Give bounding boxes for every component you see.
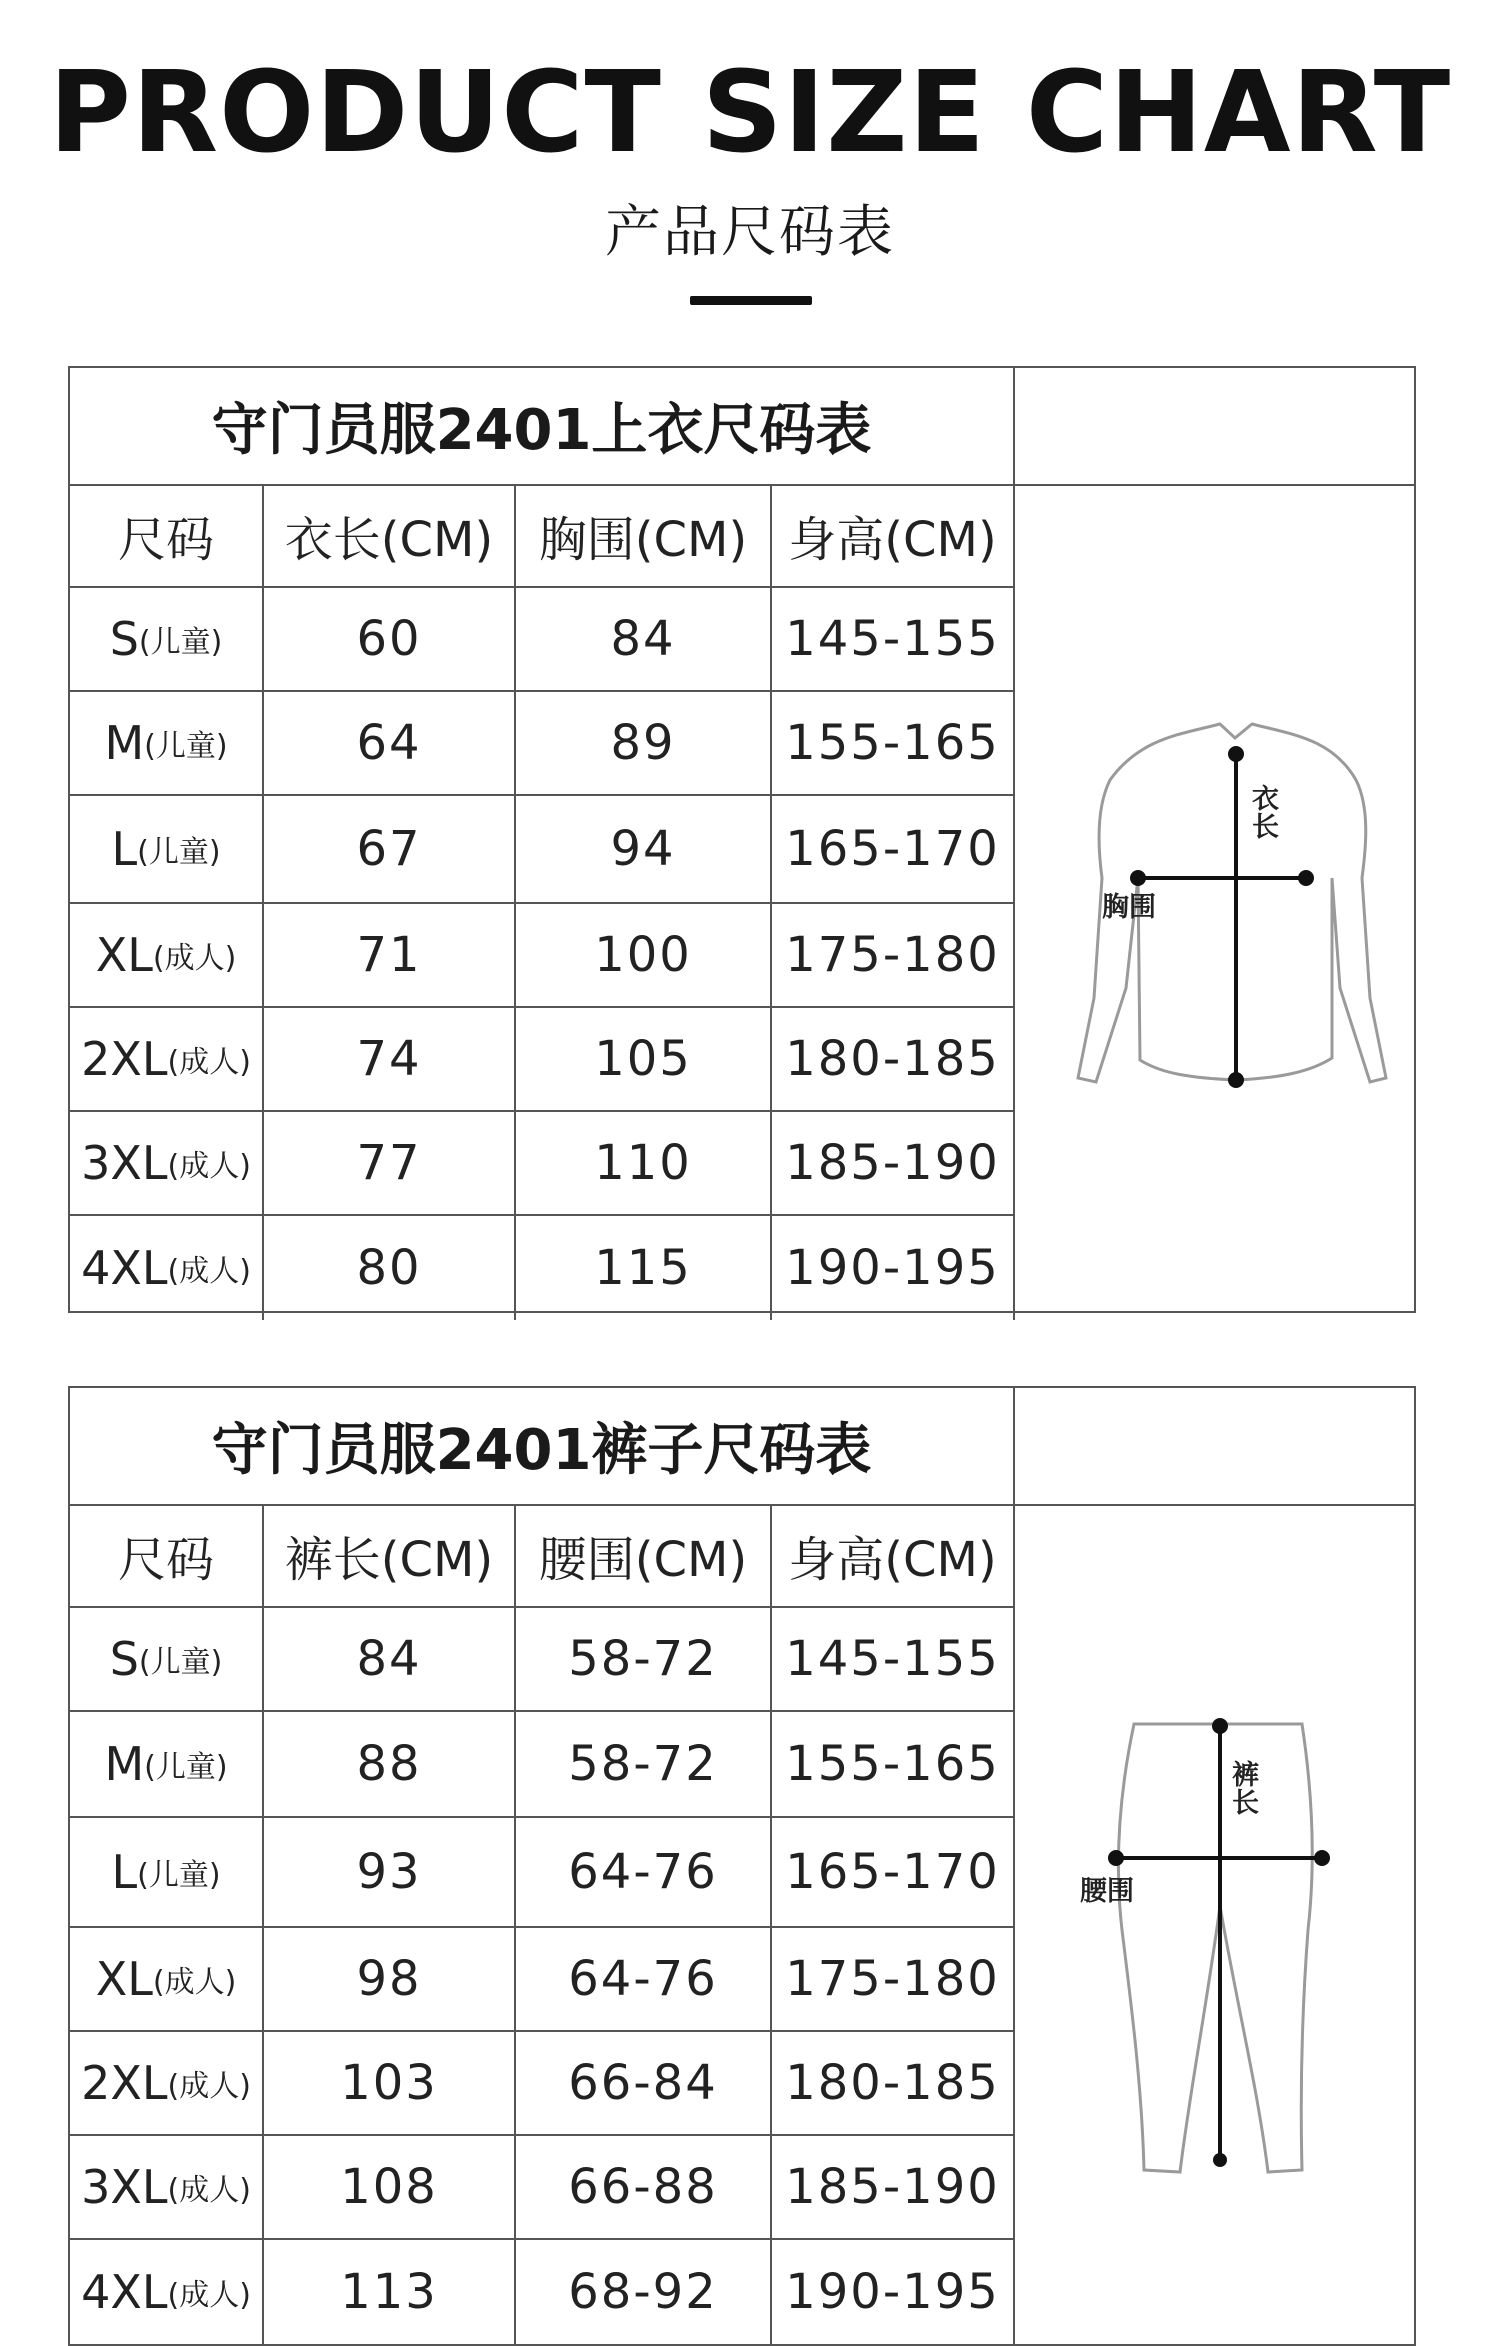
size-note: (成人) [167,2069,251,2104]
size-note: (儿童) [137,1858,221,1893]
size-label: XL [95,1952,153,2006]
column-header-chest: 胸围(CM) [516,484,772,586]
table-row [70,1928,1013,2032]
length-value: 64 [264,692,516,794]
size-cell [70,1608,264,1710]
height-value: 145-155 [785,1631,1000,1687]
length-value: 98 [264,1928,516,2030]
size-note: (成人) [167,1254,251,1289]
column-header-length: 裤长(CM) [264,1504,516,1606]
top-table-title-spacer [1015,368,1414,486]
length-value: 108 [264,2136,516,2238]
page-subtitle: 产品尺码表 [605,200,895,265]
size-label: 2XL [81,2056,168,2110]
size-cell [70,796,264,902]
table-row [70,2136,1013,2240]
pants-length-label: 裤长 [1232,1760,1259,1820]
size-label: S [109,612,139,666]
top-table-title: 守门员服2401上衣尺码表 [70,368,1015,486]
pants-figure [1080,1710,1380,2190]
column-header-waist: 腰围(CM) [516,1504,772,1606]
length-value: 71 [264,904,516,1006]
table-row [70,2032,1013,2136]
size-cell [70,588,264,690]
page-title: PRODUCT SIZE CHART [48,48,1452,178]
height-value: 190-195 [785,2264,1000,2320]
size-note: (儿童) [144,729,228,764]
table-row [70,2240,1013,2344]
length-value: 77 [264,1112,516,1214]
width-value: 66-84 [516,2032,772,2134]
length-value: 93 [264,1818,516,1926]
bottom-table-header-row [70,1504,1013,1608]
height-value: 175-180 [785,1951,1000,2007]
bottom-table-title: 守门员服2401裤子尺码表 [70,1388,1015,1506]
height-value: 175-180 [785,927,1000,983]
table-row [70,1608,1013,1712]
size-cell [70,2240,264,2344]
shirt-figure [1070,698,1390,1118]
size-cell [70,2032,264,2134]
size-note: (儿童) [137,835,221,870]
width-value: 58-72 [516,1712,772,1816]
length-value: 103 [264,2032,516,2134]
top-size-table [68,366,1416,1313]
top-table-grid [70,484,1015,1320]
height-value: 165-170 [785,821,1000,877]
size-note: (成人) [167,1045,251,1080]
table-row [70,588,1013,692]
bottom-table-grid [70,1504,1015,2344]
size-label: M [104,716,145,770]
column-header-height: 身高(CM) [788,1531,997,1588]
column-header-size: 尺码 [70,484,264,586]
height-value: 155-165 [785,715,1000,771]
length-value: 113 [264,2240,516,2344]
table-row [70,692,1013,796]
height-value: 145-155 [785,611,1000,667]
width-value: 115 [516,1216,772,1320]
table-row [70,1112,1013,1216]
size-note: (成人) [152,1965,237,2000]
column-header-size: 尺码 [70,1504,264,1606]
width-value: 89 [516,692,772,794]
pants-outline-icon [1080,1710,1380,2190]
size-cell [70,1216,264,1320]
top-table-header-row [70,484,1013,588]
size-cell [70,1818,264,1926]
size-label: S [109,1632,139,1686]
height-value: 190-195 [785,1240,1000,1296]
height-value: 185-190 [785,2159,1000,2215]
table-row [70,1712,1013,1818]
height-value: 180-185 [785,1031,1000,1087]
width-value: 66-88 [516,2136,772,2238]
title-divider [690,296,812,305]
size-note: (儿童) [144,1750,228,1785]
size-cell [70,692,264,794]
size-label: 4XL [81,2265,168,2319]
length-value: 60 [264,588,516,690]
height-value: 180-185 [785,2055,1000,2111]
width-value: 84 [516,588,772,690]
table-row [70,1216,1013,1320]
length-value: 67 [264,796,516,902]
pants-waist-label: 腰围 [1080,1876,1134,1907]
width-value: 64-76 [516,1928,772,2030]
size-label: 3XL [81,2160,168,2214]
size-label: M [104,1737,145,1791]
table-row [70,1818,1013,1928]
width-value: 94 [516,796,772,902]
size-cell [70,1712,264,1816]
size-note: (成人) [167,2173,251,2208]
size-cell [70,904,264,1006]
length-value: 80 [264,1216,516,1320]
size-cell [70,1008,264,1110]
width-value: 110 [516,1112,772,1214]
width-value: 100 [516,904,772,1006]
bottom-size-table [68,1386,1416,2346]
size-note: (儿童) [138,625,223,660]
size-label: L [111,1845,138,1899]
height-value: 165-170 [785,1844,1000,1900]
size-note: (儿童) [138,1645,223,1680]
size-label: 2XL [81,1032,168,1086]
length-value: 74 [264,1008,516,1110]
length-value: 84 [264,1608,516,1710]
table-row [70,904,1013,1008]
column-header-length: 衣长(CM) [264,484,516,586]
column-header-height: 身高(CM) [788,511,997,568]
size-cell [70,2136,264,2238]
size-label: 3XL [81,1136,168,1190]
width-value: 105 [516,1008,772,1110]
size-cell [70,1112,264,1214]
height-value: 155-165 [785,1736,1000,1792]
size-label: L [111,822,138,876]
height-value: 185-190 [785,1135,1000,1191]
shirt-length-label: 衣长 [1252,784,1279,844]
width-value: 58-72 [516,1608,772,1710]
shirt-chest-label: 胸围 [1102,892,1156,923]
table-row [70,796,1013,904]
size-cell [70,1928,264,2030]
length-value: 88 [264,1712,516,1816]
width-value: 64-76 [516,1818,772,1926]
table-row [70,1008,1013,1112]
size-label: XL [95,928,153,982]
width-value: 68-92 [516,2240,772,2344]
bottom-table-title-spacer [1015,1388,1414,1506]
size-note: (成人) [167,1149,251,1184]
size-label: 4XL [81,1241,168,1295]
size-note: (成人) [152,941,237,976]
size-note: (成人) [167,2278,251,2313]
